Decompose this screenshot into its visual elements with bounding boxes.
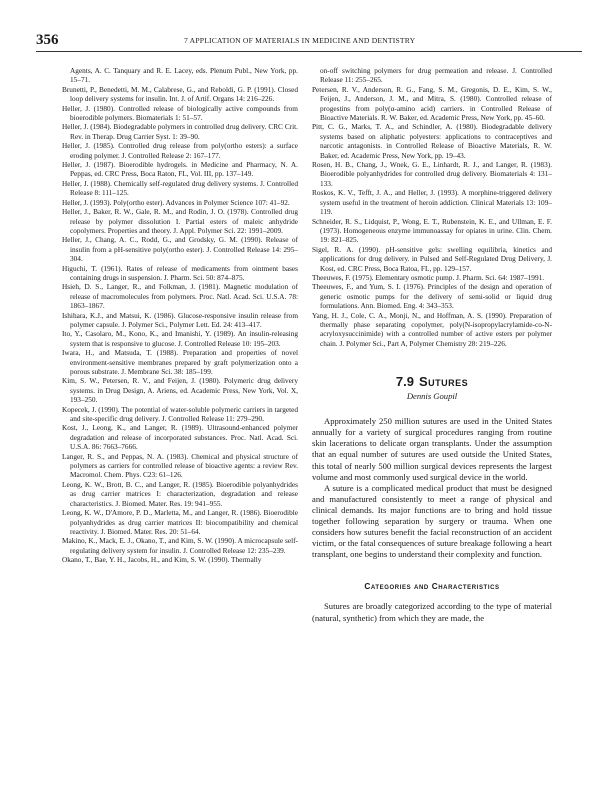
reference-entry: Schneider, R. S., Lidquist, P., Wong, E. T., Rubenstein, K. E., and Ullman, E. F. (1973). Homogeneous enzyme immunoassay for opiates in urine. Clin. Chem. 19: 821–825. bbox=[312, 216, 552, 245]
reference-entry: Heller, J., Baker, R. W., Gale, R. M., and Rodin, J. O. (1978). Controlled drug release by polymer dissolution I. Partial esters of maleic anhydride copolymers. Properties and theory. J. Appl. Polymer Sci. 22: 1991–2009. bbox=[62, 207, 298, 235]
reference-entry: Higuchi, T. (1961). Rates of release of medicaments from ointment bases containing drugs in suspension. J. Pharm. Sci. 50: 874–875. bbox=[62, 263, 298, 282]
reference-entry: Theeuwes, F. (1975). Elementary osmotic pump. J. Pharm. Sci. 64: 1987–1991. bbox=[312, 272, 545, 282]
reference-entry: Heller, J. (1988). Chemically self-regulated drug delivery systems. J. Controlled Release 8: 111–125. bbox=[62, 178, 298, 198]
right-column bbox=[312, 66, 552, 624]
reference-entry: Kost, J., Leong, K., and Langer, R. (1989). Ultrasound-enhanced polymer degradation and release of incorporated substances. Proc. Natl. Acad. Sci. U.S.A. 86: 7663–7666. bbox=[62, 423, 298, 452]
reference-entry: Ito, Y., Casolaro, M., Kono, K., and Imanishi, Y. (1989). An insulin-releasing system that is responsive to glucose. J. Controlled Release 10: 195–203. bbox=[62, 329, 298, 348]
reference-entry: Okano, T., Bae, Y. H., Jacobs, H., and Kim, S. W. (1990). Thermally bbox=[62, 555, 262, 565]
reference-entry: on-off switching polymers for drug permeation and release. J. Controlled Release 11: 255–265. bbox=[320, 66, 552, 85]
reference-entry: Rosen, H. B., Chang, J., Wnek, G. E., Linhardt, R. J., and Langer, R. (1983). Bioerodible polyanhydrides for controlled drug delivery. Biomaterials 4: 131–133. bbox=[312, 160, 552, 188]
body-paragraph: Sutures are broadly categorized according to the type of material (natural, synthetic) from which they are made, the bbox=[312, 601, 552, 623]
section-title: Sutures bbox=[418, 374, 469, 390]
section-heading bbox=[312, 374, 552, 390]
references-left-column bbox=[62, 66, 298, 565]
reference-entry: Brunetti, P., Benedetti, M. M., Calabrese, G., and Reboldi, G. P. (1991). Closed loop delivery systems for insulin. Int. J. of Artif. Organs 14: 216–226. bbox=[62, 84, 298, 104]
reference-entry: Langer, R. S., and Peppas, N. A. (1983). Chemical and physical structure of polymers as carriers for controlled release of bioactive agents: a review Rev. Macromol. Chem. Phys. C23: 61–126. bbox=[62, 451, 298, 480]
section-author: Dennis Goupil bbox=[406, 391, 458, 402]
body-paragraph: A suture is a complicated medical product that must be designed and manufactured consistently to meet a range of physical and clinical demands. Its major functions are to bring and hold tissue together following separation by surgery or trauma. When one considers how sutures benefit the facial reconstruction of an accident victim, or the fatal consequences of suture breakage following a heart transplant, one begins to understand their complexity and function. bbox=[312, 482, 552, 560]
reference-entry: Ishihara, K.J., and Matsui, K. (1986). Glucose-responsive insulin release from polymer capsule. J. Polymer Sci., Polymer Lett. Ed. 24: 413–417. bbox=[62, 310, 298, 329]
reference-entry: Heller, J., Chang, A. C., Rodd, G., and Grodsky, G. M. (1990). Release of insulin from a pH-sensitive poly(ortho ester). J. Controlled Release 14: 295–304. bbox=[62, 235, 298, 264]
reference-entry: Heller, J. (1993). Poly(ortho ester). Advances in Polymer Science 107: 41–92. bbox=[62, 197, 290, 207]
reference-entry: Kim, S. W., Petersen, R. V., and Feijen, J. (1980). Polymeric drug delivery systems. in Drug Design, A. Ariens, ed. Academic Press, New York, Vol. X, 193–250. bbox=[62, 376, 298, 405]
reference-entry: Leong, K. W., D'Amore, P. D., Marletta, M., and Langer, R. (1986). Bioerodible polyanhydrides as drug carrier matrices II: biocompatibility and chemical reactivity. J. Biomed. Mater. Res. 20: 51–64. bbox=[62, 508, 298, 536]
reference-entry: Yang, H. J., Cole, C. A., Monji, N., and Hoffman, A. S. (1990). Preparation of thermally phase separating copolymer, poly(N-isopropylacrylamide-co-N-acryloxysuccinimide) with a controlled number of active esters per polymer chain. J. Polymer Sci., Part A, Polymer Chemistry 28: 219–226. bbox=[312, 310, 552, 348]
reference-entry: Pitt, C. G., Marks, T. A., and Schindler, A. (1980). Biodegradable delivery systems based on aliphatic polyesters: applications to contraceptives and narcotic antagonists. in Controlled Release of Bioactive Materials, R. W. Baker, ed. Academic Press, New York, pp. 19–43. bbox=[312, 122, 552, 160]
body-paragraph: Approximately 250 million sutures are used in the United States annually for a variety of surgical procedures ranging from routine skin lacerations to delicate organ transplants. Under the assumption that an equal number of sutures are used outside the United States, this total of nearly 500 million surgical devices represents the largest volume and most commonly used surgical device in the world. bbox=[312, 416, 552, 482]
reference-entry: Heller, J. (1984). Biodegradable polymers in controlled drug delivery. CRC Crit. Rev. in Therap. Drug Carrier Syst. 1: 39–90. bbox=[62, 122, 298, 141]
running-head bbox=[36, 31, 582, 52]
references-right-list bbox=[312, 66, 552, 348]
reference-entry: Kopecek, J. (1990). The potential of water-soluble polymeric carriers in targeted and site-specific drug delivery. J. Controlled Release 11: 279–290. bbox=[62, 404, 298, 424]
subheading bbox=[312, 582, 552, 591]
reference-entry: Hsieh, D. S., Langer, R., and Folkman, J. (1981). Magnetic modulation of release of macromolecules from polymers. Proc. Natl. Acad. Sci. U.S.A. 78: 1863–1867. bbox=[62, 282, 298, 311]
reference-entry: Heller, J. (1980). Controlled release of biologically active compounds from bioerodible polymers. Biomaterials 1: 51–57. bbox=[62, 103, 298, 123]
subheading-text: Categories and Characteristics bbox=[364, 582, 500, 592]
reference-entry: Heller, J. (1985). Controlled drug release from poly(ortho esters): a surface eroding polymer. J. Controlled Release 2: 167–177. bbox=[62, 141, 298, 160]
chapter-title: 7 APPLICATION OF MATERIALS IN MEDICINE AND DENTISTRY bbox=[184, 36, 416, 45]
reference-entry: Leong, K. W., Brott, B. C., and Langer, R. (1985). Bioerodible polyanhydrides as drug carrier matrices I: characterization, degradation and release characteristics. J. Biomed. Mater. Res. 19: 941–955. bbox=[62, 479, 298, 508]
reference-entry: Makino, K., Mack, E. J., Okano, T., and Kim, S. W. (1990). A microcapsule self-regulating delivery system for insulin. J. Controlled Release 12: 235–239. bbox=[62, 536, 298, 555]
reference-entry: Sigel, R. A. (1990). pH-sensitive gels: swelling equilibria, kinetics and applications for drug delivery. in Pulsed and Self-Regulated Drug Delivery, J. Kost, ed. CRC Press, Boca Ratoa, FL, pp. 129–157. bbox=[312, 244, 552, 273]
reference-entry: Theeuwes, F., and Yum, S. I. (1976). Principles of the design and operation of generic osmotic pumps for the delivery of semi-solid or liquid drug formulations. Ann. Biomed. Eng. 4: 343–353. bbox=[312, 282, 552, 311]
reference-entry: Iwara, H., and Matsuda, T. (1988). Preparation and properties of novel environment-sensitive membranes prepared by graft polymerization onto a porous substrate. J. Membrane Sci. 38: 185–199. bbox=[62, 348, 298, 376]
reference-entry: Roskos, K. V., Tefft, J. A., and Heller, J. (1993). A morphine-triggered delivery system useful in the treatment of heroin addiction. Clinical Materials 13: 109–119. bbox=[312, 188, 552, 217]
reference-entry: Heller, J. (1987). Bioerodible hydrogels. in Medicine and Pharmacy, N. A. Peppas, ed. CRC Press, Boca Raton, FL, Vol. III, pp. 137–149. bbox=[62, 160, 298, 179]
page-number: 356 bbox=[36, 32, 59, 48]
reference-entry: Petersen, R. V., Anderson, R. G., Fang, S. M., Gregonis, D. E., Kim, S. W., Feijen, J., Anderson, J. M., and Mitra, S. (1980). Controlled release of progestins from poly(α-amino acid) carriers. in Controlled Release of Bioactive Materials. R. W. Baker, ed. Academic Press, New York, pp. 45–60. bbox=[312, 84, 552, 123]
reference-entry: Agents, A. C. Tanquary and R. E. Lacey, eds. Plenum Publ., New York, pp. 15–71. bbox=[70, 66, 298, 85]
section-number: 7.9 bbox=[395, 374, 414, 390]
